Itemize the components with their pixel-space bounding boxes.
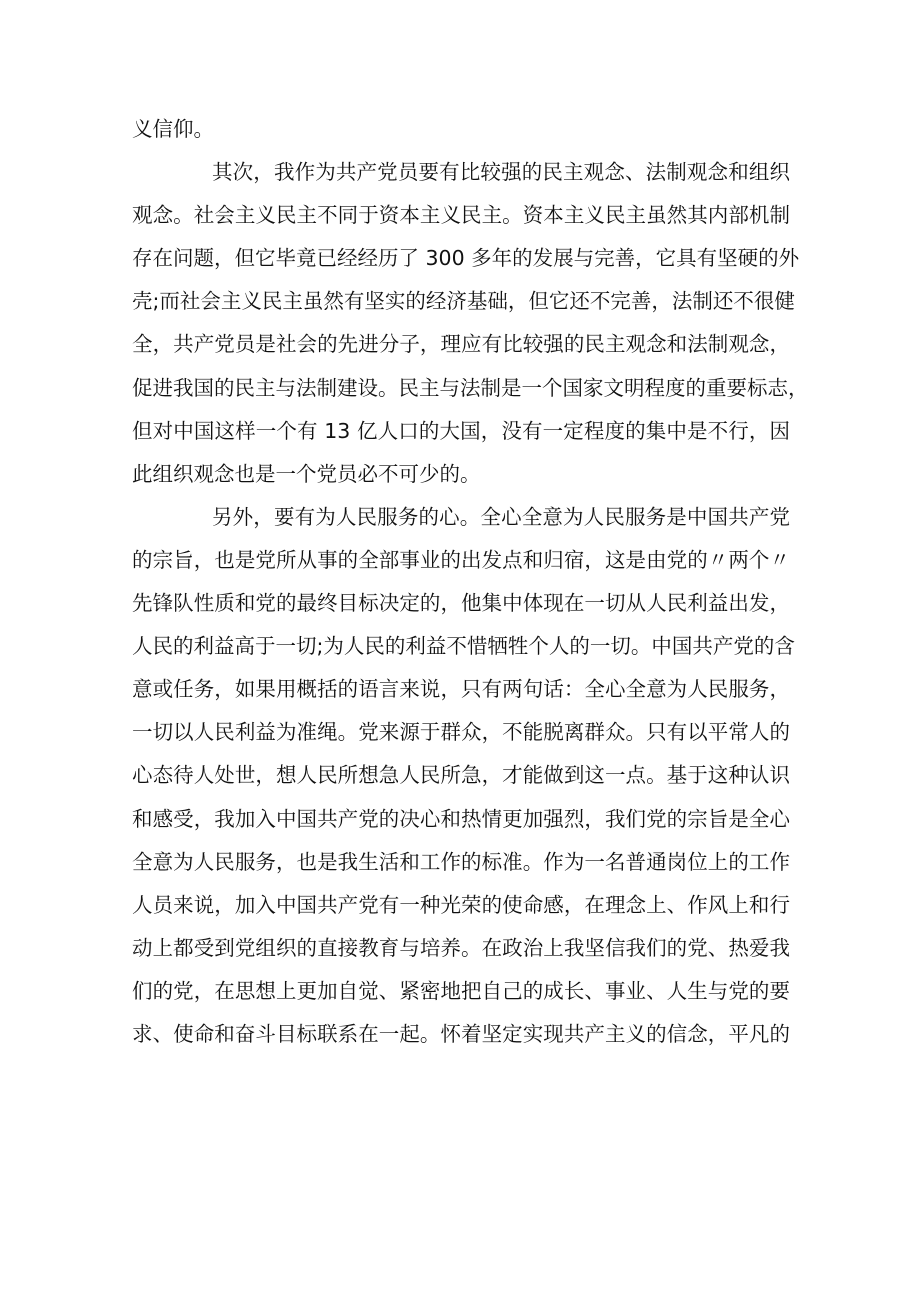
text-line: 全，共产党员是社会的先进分子，理应有比较强的民主观念和法制观念， [132, 332, 790, 357]
text-line: 观念。社会主义民主不同于资本主义民主。资本主义民主虽然其内部机制 [132, 203, 790, 228]
text-line: 存在问题，但它毕竟已经经历了 300 多年的发展与完善，它具有坚硬的外 [132, 246, 800, 271]
text-line: 另外，要有为人民服务的心。全心全意为人民服务是中国共产党 [212, 504, 790, 529]
text-line: 一切以人民利益为准绳。党来源于群众，不能脱离群众。只有以平常人的 [132, 720, 790, 745]
text-line: 动上都受到党组织的直接教育与培养。在政治上我坚信我们的党、热爱我 [132, 935, 790, 960]
text-line: 心态待人处世，想人民所想急人民所急，才能做到这一点。基于这种认识 [132, 763, 790, 788]
text-line: 人员来说，加入中国共产党有一种光荣的使命感，在理念上、作风上和行 [132, 892, 790, 917]
text-line: 其次，我作为共产党员要有比较强的民主观念、法制观念和组织 [212, 160, 790, 185]
paragraph-democracy-legality-organization [132, 151, 809, 496]
text-line: 但对中国这样一个有 13 亿人口的大国，没有一定程度的集中是不行，因 [132, 418, 790, 443]
text-line: 的宗旨，也是党所从事的全部事业的出发点和归宿，这是由党的〃两个〃 [132, 547, 790, 572]
text-line: 求、使命和奋斗目标联系在一起。怀着坚定实现共产主义的信念，平凡的 [132, 1021, 790, 1046]
text-line: 先锋队性质和党的最终目标决定的，他集中体现在一切从人民利益出发， [132, 591, 790, 616]
text-line: 们的党，在思想上更加自觉、紧密地把自己的成长、事业、人生与党的要 [132, 978, 790, 1003]
text-line: 全意为人民服务，也是我生活和工作的标准。作为一名普通岗位上的工作 [132, 849, 790, 874]
paragraph-continuation [132, 108, 790, 151]
text-line: 意或任务，如果用概括的语言来说，只有两句话：全心全意为人民服务， [132, 677, 790, 702]
text-line: 促进我国的民主与法制建设。民主与法制是一个国家文明程度的重要标志， [132, 375, 809, 400]
text-line: 壳;而社会主义民主虽然有坚实的经济基础，但它还不完善，法制还不很健 [132, 289, 795, 314]
text-line: 此组织观念也是一个党员必不可少的。 [132, 461, 481, 486]
text-line: 人民的利益高于一切;为人民的利益不惜牺牲个人的一切。中国共产党的含 [132, 634, 795, 659]
text-line: 义信仰。 [132, 117, 214, 141]
text-line: 和感受，我加入中国共产党的决心和热情更加强烈，我们党的宗旨是全心 [132, 806, 790, 831]
paragraph-serve-the-people [132, 496, 795, 1056]
document-body [132, 108, 809, 1056]
